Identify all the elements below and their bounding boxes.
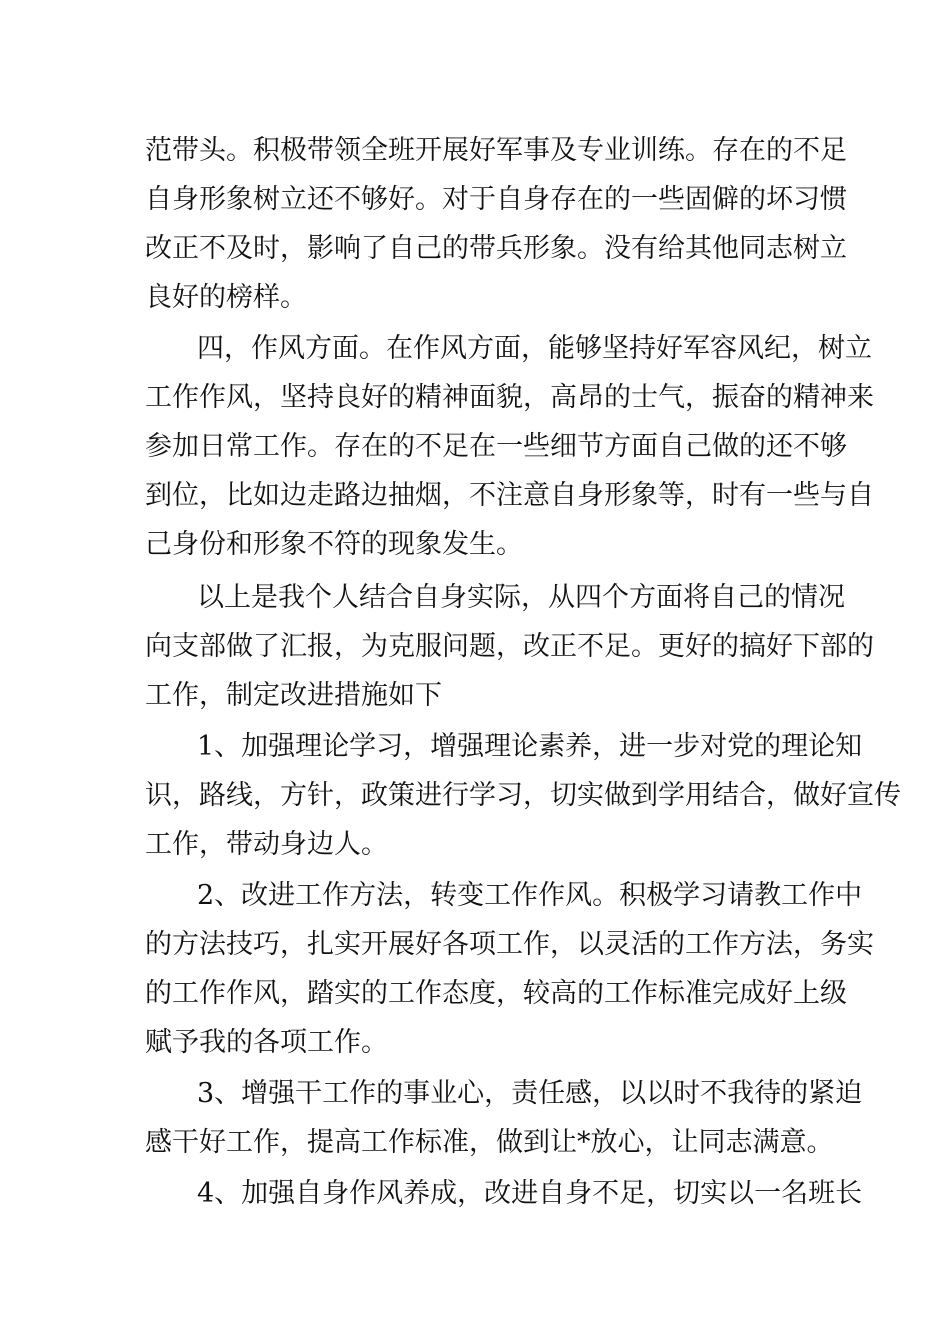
text-line: 识，路线，方针，政策进行学习，切实做到学用结合，做好宣传 <box>145 780 901 811</box>
text-line: 己身份和形象不符的现象发生。 <box>145 529 523 560</box>
paragraph-first-line: 四，作风方面。在作风方面，能够坚持好军容风纪，树立 <box>197 333 872 364</box>
list-item-first-line: 1、加强理论学习，增强理论素养，进一步对党的理论知 <box>197 731 863 762</box>
text-line: 向支部做了汇报，为克服问题，改正不足。更好的搞好下部的 <box>145 631 874 662</box>
text-line: 的方法技巧，扎实开展好各项工作，以灵活的工作方法，务实 <box>145 929 874 960</box>
list-item-first-line: 3、增强干工作的事业心，责任感，以以时不我待的紧迫 <box>197 1078 863 1109</box>
text-line: 改正不及时，影响了自己的带兵形象。没有给其他同志树立 <box>145 233 847 264</box>
text-line: 工作作风，坚持良好的精神面貌，高昂的士气，振奋的精神来 <box>145 382 874 413</box>
list-item-first-line: 4、加强自身作风养成，改进自身不足，切实以一名班长 <box>197 1178 863 1209</box>
text-line: 工作，带动身边人。 <box>145 829 388 860</box>
text-line: 到位，比如边走路边抽烟，不注意自身形象等，时有一些与自 <box>145 480 874 511</box>
text-line: 良好的榜样。 <box>145 282 307 313</box>
list-item-first-line: 2、改进工作方法，转变工作作风。积极学习请教工作中 <box>197 880 863 911</box>
text-line: 赋予我的各项工作。 <box>145 1027 388 1058</box>
paragraph-first-line: 以上是我个人结合自身实际，从四个方面将自己的情况 <box>197 582 845 613</box>
text-line: 参加日常工作。存在的不足在一些细节方面自己做的还不够 <box>145 431 847 462</box>
text-line: 的工作作风，踏实的工作态度，较高的工作标准完成好上级 <box>145 978 847 1009</box>
text-line: 感干好工作，提高工作标准，做到让*放心，让同志满意。 <box>145 1127 834 1158</box>
text-line: 范带头。积极带领全班开展好军事及专业训练。存在的不足 <box>145 135 847 166</box>
text-line: 自身形象树立还不够好。对于自身存在的一些固僻的坏习惯 <box>145 184 847 215</box>
text-line: 工作，制定改进措施如下 <box>145 680 442 711</box>
